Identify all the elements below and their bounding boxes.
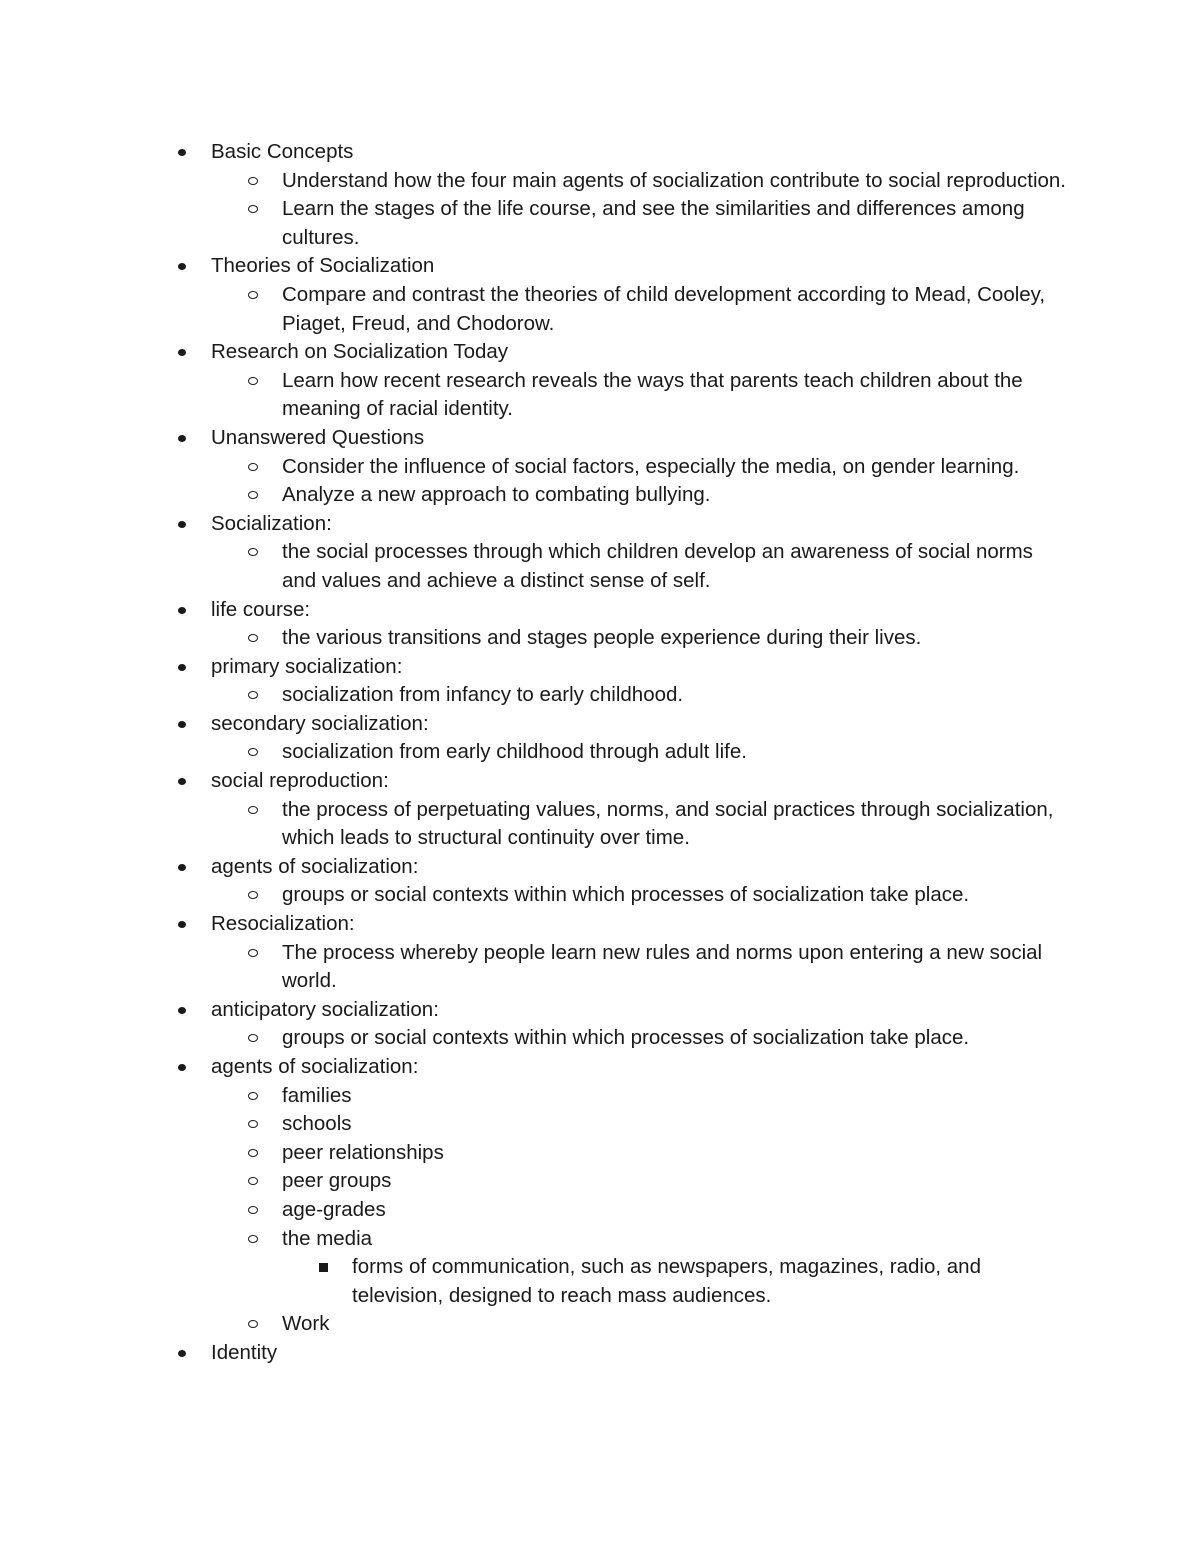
filled-circle-bullet-icon	[178, 1350, 186, 1357]
hollow-circle-bullet-icon	[248, 205, 258, 213]
outline-item	[0, 996, 1071, 1053]
outline-item-text: Basic Concepts	[211, 140, 354, 163]
filled-circle-bullet-icon	[178, 1064, 186, 1071]
hollow-circle-bullet-icon	[248, 177, 258, 185]
sub-item-text: Work	[282, 1312, 330, 1336]
outline-item-text: Resocialization:	[211, 912, 355, 936]
sub-list	[282, 1082, 1071, 1339]
sub-item-text: Learn the stages of the life course, and see the similarities and differences among cultures.	[282, 197, 1025, 249]
outline-item-text: primary socialization:	[211, 654, 403, 678]
sub-item-text: the process of perpetuating values, norms, and social practices through socialization, which leads to structural continuity over time.	[282, 797, 1054, 850]
outline-item	[0, 910, 1071, 996]
hollow-circle-bullet-icon	[248, 891, 258, 899]
hollow-circle-bullet-icon	[248, 1206, 258, 1214]
sub-item-text: Understand how the four main agents of socialization contribute to social reproduction.	[282, 168, 1067, 192]
filled-circle-bullet-icon	[178, 864, 186, 871]
filled-circle-bullet-icon	[178, 521, 186, 528]
sub-item	[282, 738, 1072, 767]
sub-sub-list	[352, 1253, 1072, 1310]
sub-item-text: Compare and contrast the theories of child development according to Mead, Cooley, Piaget, Freud, and Chodorow.	[282, 282, 1046, 335]
hollow-circle-bullet-icon	[248, 1235, 258, 1243]
outline-item	[0, 853, 1071, 910]
sub-list	[282, 1024, 1071, 1053]
sub-item-text: groups or social contexts within which processes of socialization take place.	[282, 883, 970, 907]
outline-item-text: Identity	[211, 1340, 278, 1364]
outline-item	[0, 424, 1071, 510]
outline-item	[0, 1053, 1071, 1339]
outline-item-text: Socialization:	[211, 511, 332, 535]
sub-item	[282, 481, 1072, 510]
outline-item	[0, 596, 1071, 653]
outline-item	[0, 252, 1071, 338]
sub-item-text: socialization from infancy to early childhood.	[282, 683, 684, 707]
filled-circle-bullet-icon	[178, 721, 186, 728]
hollow-circle-bullet-icon	[248, 1149, 258, 1157]
filled-circle-bullet-icon	[178, 435, 186, 442]
outline-item	[0, 1339, 1071, 1368]
hollow-circle-bullet-icon	[248, 1034, 258, 1042]
sub-item	[282, 167, 1072, 196]
filled-square-bullet-icon	[319, 1263, 328, 1272]
outline-item-text: anticipatory socialization:	[211, 997, 439, 1021]
sub-item	[282, 1225, 1072, 1311]
filled-circle-bullet-icon	[178, 149, 186, 156]
outline-item	[0, 767, 1071, 853]
hollow-circle-bullet-icon	[248, 748, 258, 756]
filled-circle-bullet-icon	[178, 1007, 186, 1014]
filled-circle-bullet-icon	[178, 607, 186, 614]
filled-circle-bullet-icon	[178, 263, 186, 270]
sub-item-text: socialization from early childhood through adult life.	[282, 740, 747, 764]
sub-item-text: Learn how recent research reveals the ways that parents teach children about the meaning of racial identity.	[282, 368, 1023, 421]
outline-item-text: life course:	[211, 597, 311, 621]
hollow-circle-bullet-icon	[248, 463, 258, 471]
sub-item	[282, 796, 1072, 853]
document-page	[0, 138, 1200, 1368]
outline-item-text: Theories of Socialization	[211, 254, 435, 278]
filled-circle-bullet-icon	[178, 349, 186, 356]
hollow-circle-bullet-icon	[248, 377, 258, 385]
hollow-circle-bullet-icon	[248, 691, 258, 699]
sub-item	[282, 367, 1072, 424]
sub-item	[282, 681, 1072, 710]
outline-item-text: secondary socialization:	[211, 711, 429, 735]
sub-item	[282, 939, 1072, 996]
sub-item-text: families	[282, 1083, 352, 1107]
sub-item	[282, 1082, 1072, 1111]
sub-list	[282, 538, 1071, 595]
sub-sub-item	[352, 1253, 1052, 1310]
filled-circle-bullet-icon	[178, 778, 186, 785]
outline-item	[0, 710, 1071, 767]
sub-item	[282, 1139, 1072, 1168]
sub-list	[282, 881, 1071, 910]
outline-item	[0, 138, 1071, 252]
outline-item-text: Unanswered Questions	[211, 425, 425, 449]
sub-list	[282, 796, 1071, 853]
sub-item-text: Consider the influence of social factors, especially the media, on gender learning.	[282, 454, 1020, 478]
sub-list	[282, 453, 1071, 510]
sub-item-text: groups or social contexts within which processes of socialization take place.	[282, 1026, 970, 1050]
hollow-circle-bullet-icon	[248, 491, 258, 499]
sub-item	[282, 1024, 1072, 1053]
sub-list	[282, 367, 1071, 424]
sub-item-text: the media	[282, 1226, 373, 1250]
outline-item-text: agents of socialization:	[211, 854, 419, 878]
hollow-circle-bullet-icon	[248, 806, 258, 814]
outline-item	[0, 653, 1071, 710]
sub-item-text: the various transitions and stages people experience during their lives.	[282, 626, 922, 650]
hollow-circle-bullet-icon	[248, 634, 258, 642]
sub-item-text: peer groups	[282, 1169, 392, 1193]
sub-list	[282, 738, 1071, 767]
sub-item	[282, 1110, 1072, 1139]
sub-list	[282, 939, 1071, 996]
sub-list	[282, 624, 1071, 653]
sub-list	[282, 681, 1071, 710]
sub-sub-item-text: forms of communication, such as newspapers, magazines, radio, and television, designed to reach mass audiences.	[352, 1255, 981, 1307]
sub-item-text: Analyze a new approach to combating bullying.	[282, 483, 711, 507]
filled-circle-bullet-icon	[178, 664, 186, 671]
sub-item-text: schools	[282, 1112, 352, 1136]
hollow-circle-bullet-icon	[248, 949, 258, 957]
hollow-circle-bullet-icon	[248, 291, 258, 299]
sub-item-text: the social processes through which children develop an awareness of social norms and values and achieve a distinct sense of self.	[282, 540, 1033, 592]
sub-item	[282, 453, 1072, 482]
hollow-circle-bullet-icon	[248, 1320, 258, 1328]
sub-item	[282, 1196, 1072, 1225]
sub-item-text: age-grades	[282, 1197, 386, 1221]
filled-circle-bullet-icon	[178, 921, 186, 928]
hollow-circle-bullet-icon	[248, 1092, 258, 1100]
sub-item	[282, 624, 1072, 653]
outline-item	[0, 338, 1071, 424]
outline-list	[0, 138, 1200, 1368]
hollow-circle-bullet-icon	[248, 1177, 258, 1185]
sub-item	[282, 281, 1072, 338]
outline-item-text: agents of socialization:	[211, 1055, 419, 1078]
sub-item	[282, 1310, 1072, 1339]
sub-list	[282, 281, 1071, 338]
sub-item	[282, 538, 1072, 595]
sub-item-text: The process whereby people learn new rules and norms upon entering a new social world.	[282, 940, 1043, 993]
sub-list	[282, 167, 1071, 253]
outline-item-text: social reproduction:	[211, 769, 389, 793]
sub-item	[282, 1167, 1072, 1196]
hollow-circle-bullet-icon	[248, 548, 258, 556]
outline-item-text: Research on Socialization Today	[211, 340, 509, 364]
hollow-circle-bullet-icon	[248, 1120, 258, 1128]
sub-item	[282, 195, 1072, 252]
sub-item-text: peer relationships	[282, 1140, 444, 1164]
outline-item	[0, 510, 1071, 596]
sub-item	[282, 881, 1072, 910]
